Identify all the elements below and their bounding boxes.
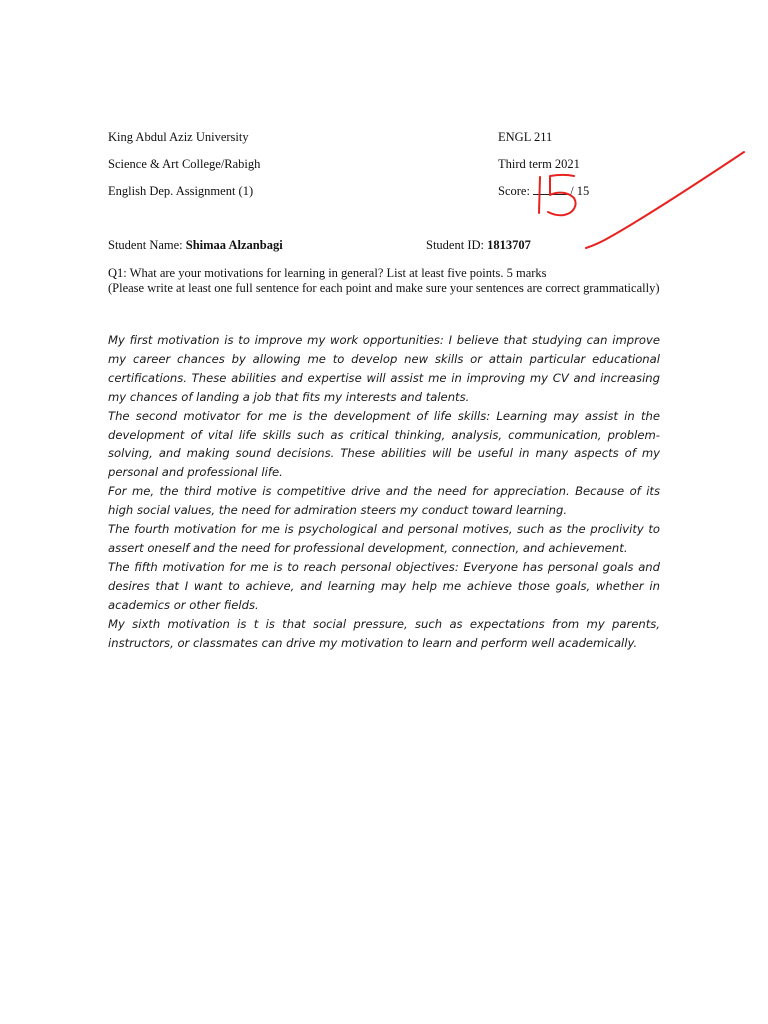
header-row-university — [108, 129, 668, 145]
score-field — [498, 183, 589, 199]
header-row-department — [108, 183, 668, 199]
header-row-college — [108, 156, 668, 172]
answer-paragraph-6: My sixth motivation is t is that social pressure, such as expectations from my parents, instructors, or classmates can drive my motivation to learn and perform well academically. — [108, 616, 660, 650]
score-blank — [533, 184, 567, 195]
term-label: Third term 2021 — [498, 157, 580, 171]
answer-paragraph-3: For me, the third motive is competitive drive and the need for appreciation. Because of its high social values, the need for admiration steers my conduct toward learning. — [108, 484, 660, 518]
student-id: 1813707 — [487, 238, 531, 252]
student-id-label: Student ID: — [426, 238, 484, 252]
college-name: Science & Art College/Rabigh — [108, 157, 261, 171]
student-info-row — [108, 237, 668, 253]
student-name-field — [108, 238, 283, 252]
student-id-field — [426, 237, 531, 253]
score-label: Score: — [498, 184, 530, 198]
department-assignment: English Dep. Assignment (1) — [108, 184, 254, 198]
score-max: / 15 — [570, 184, 590, 198]
answer-paragraph-2: The second motivator for me is the development of life skills: Learning may assist in the development of vital life skills such as critical thinking, analysis, communication, problem-solving, and making sound decisions. These abilities will be useful in many aspects of my personal and professional life. — [108, 408, 660, 480]
student-name: Shimaa Alzanbagi — [185, 238, 283, 252]
student-name-label: Student Name: — [108, 238, 183, 252]
question-text: Q1: What are your motivations for learning in general? List at least five points. 5 marks — [108, 266, 547, 280]
answer-paragraph-4: The fourth motivation for me is psychological and personal motives, such as the proclivity to assert oneself and the need for professional development, connection, and achievement. — [108, 522, 660, 555]
answer-block — [108, 331, 660, 652]
answer-paragraph-5: The fifth motivation for me is to reach personal objectives: Everyone has personal goals and desires that I want to achieve, and learning may help me achieve those goals, whether in academics or other fields. — [108, 559, 660, 612]
answer-paragraph-1: My first motivation is to improve my work opportunities: I believe that studying can improve my career chances by allowing me to develop new skills or attain particular educational certifications. These abilities and expertise will assist me in improving my CV and increasing my chances of landing a job that fits my interests and talents. — [108, 333, 660, 404]
course-code: ENGL 211 — [498, 130, 553, 144]
question-block — [108, 266, 660, 296]
question-instruction: (Please write at least one full sentence for each point and make sure your sentences are correct grammatically) — [108, 281, 660, 295]
university-name: King Abdul Aziz University — [108, 130, 249, 144]
